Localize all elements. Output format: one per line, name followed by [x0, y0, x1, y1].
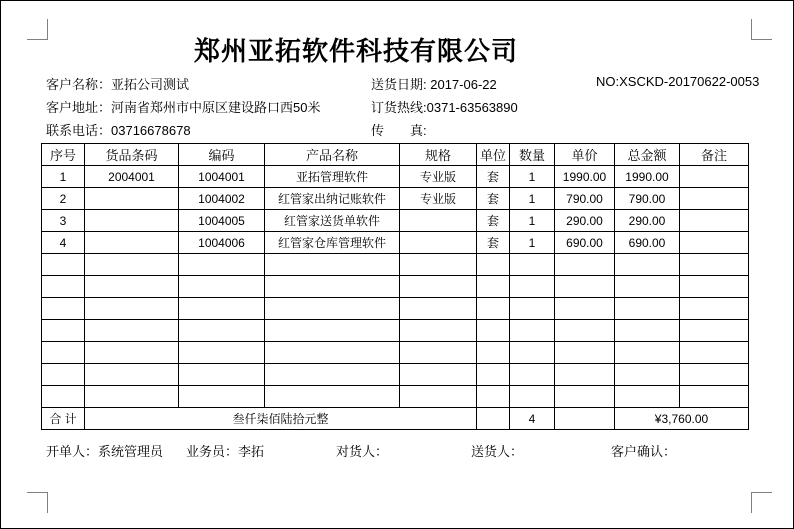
item-cell: 290.00	[555, 210, 615, 232]
item-cell: 1	[42, 166, 85, 188]
empty-row	[42, 386, 749, 408]
deliverer-field: 送货人：	[471, 444, 524, 459]
empty-cell	[179, 276, 265, 298]
empty-cell	[85, 386, 179, 408]
item-cell	[400, 232, 477, 254]
empty-cell	[400, 364, 477, 386]
empty-cell	[85, 276, 179, 298]
empty-cell	[400, 298, 477, 320]
empty-cell	[477, 298, 510, 320]
delivery-date-value: 2017-06-22	[430, 77, 497, 92]
item-cell: 红管家仓库管理软件	[265, 232, 400, 254]
empty-cell	[510, 342, 555, 364]
customer-address-field	[46, 97, 320, 116]
empty-cell	[680, 342, 749, 364]
column-header: 总金额	[615, 144, 680, 166]
item-row	[42, 232, 749, 254]
hotline-value: 0371-63563890	[426, 100, 518, 115]
empty-cell	[555, 320, 615, 342]
total-qty-cell: 4	[510, 408, 555, 430]
column-header: 货品条码	[85, 144, 179, 166]
item-row	[42, 166, 749, 188]
amount-in-words-cell: 叁仟柒佰陆拾元整	[85, 408, 477, 430]
item-cell	[85, 188, 179, 210]
salesman-value: 李拓	[238, 444, 265, 459]
item-cell: 1990.00	[555, 166, 615, 188]
hotline-label: 订货热线:	[371, 100, 427, 115]
empty-cell	[42, 342, 85, 364]
item-cell	[680, 232, 749, 254]
item-cell: 专业版	[400, 166, 477, 188]
column-header: 数量	[510, 144, 555, 166]
empty-cell	[265, 276, 400, 298]
empty-cell	[400, 342, 477, 364]
customer-confirm-field: 客户确认：	[611, 444, 677, 459]
customer-name-value: 亚拓公司测试	[111, 77, 190, 92]
empty-cell	[42, 254, 85, 276]
item-cell: 690.00	[555, 232, 615, 254]
empty-cell	[42, 276, 85, 298]
customer-name-field	[46, 74, 189, 93]
empty-cell	[265, 386, 400, 408]
empty-cell	[510, 320, 555, 342]
empty-cell	[555, 298, 615, 320]
empty-cell	[615, 254, 680, 276]
empty-cell	[42, 298, 85, 320]
item-cell: 1004006	[179, 232, 265, 254]
empty-cell	[265, 342, 400, 364]
item-cell: 2	[42, 188, 85, 210]
item-cell	[85, 210, 179, 232]
items-table	[41, 143, 749, 430]
fax-field	[371, 120, 427, 139]
empty-cell	[510, 364, 555, 386]
company-title: 郑州亚拓软件科技有限公司	[193, 36, 518, 66]
item-cell: 790.00	[555, 188, 615, 210]
item-cell: 1004001	[179, 166, 265, 188]
empty-cell	[477, 364, 510, 386]
item-cell: 红管家出纳记账软件	[265, 188, 400, 210]
issuer-label: 开单人：	[46, 444, 99, 459]
delivery-date-field	[371, 74, 497, 93]
empty-cell	[615, 320, 680, 342]
item-cell: 3	[42, 210, 85, 232]
item-row	[42, 188, 749, 210]
empty-cell	[400, 254, 477, 276]
total-unit-empty-cell	[477, 408, 510, 430]
empty-cell	[42, 386, 85, 408]
crop-mark-bottom-left	[27, 492, 48, 513]
column-header: 编码	[179, 144, 265, 166]
item-cell: 1004005	[179, 210, 265, 232]
item-cell: 套	[477, 232, 510, 254]
empty-cell	[680, 386, 749, 408]
empty-row	[42, 298, 749, 320]
item-cell: 690.00	[615, 232, 680, 254]
column-header: 产品名称	[265, 144, 400, 166]
empty-cell	[555, 254, 615, 276]
empty-cell	[680, 320, 749, 342]
total-row	[42, 408, 749, 430]
column-header: 规格	[400, 144, 477, 166]
empty-cell	[85, 342, 179, 364]
item-cell: 790.00	[615, 188, 680, 210]
empty-cell	[615, 276, 680, 298]
item-cell: 2004001	[85, 166, 179, 188]
empty-cell	[265, 254, 400, 276]
item-cell: 套	[477, 166, 510, 188]
empty-cell	[85, 320, 179, 342]
item-cell: 套	[477, 188, 510, 210]
item-cell: 1	[510, 188, 555, 210]
phone-field	[46, 120, 191, 139]
empty-cell	[510, 386, 555, 408]
item-cell: 专业版	[400, 188, 477, 210]
checker-field: 对货人：	[336, 444, 389, 459]
empty-cell	[179, 320, 265, 342]
column-header: 序号	[42, 144, 85, 166]
empty-cell	[85, 298, 179, 320]
empty-cell	[555, 364, 615, 386]
phone-value: 03716678678	[111, 123, 191, 138]
empty-cell	[680, 254, 749, 276]
total-label-cell: 合 计	[42, 408, 85, 430]
empty-cell	[555, 342, 615, 364]
empty-cell	[555, 276, 615, 298]
item-cell: 套	[477, 210, 510, 232]
empty-cell	[680, 276, 749, 298]
empty-cell	[179, 254, 265, 276]
total-unitprice-empty-cell	[555, 408, 615, 430]
item-cell: 红管家送货单软件	[265, 210, 400, 232]
empty-cell	[265, 364, 400, 386]
column-header: 备注	[680, 144, 749, 166]
empty-cell	[680, 298, 749, 320]
empty-row	[42, 276, 749, 298]
empty-cell	[85, 254, 179, 276]
table-header-row	[42, 144, 749, 166]
empty-cell	[510, 276, 555, 298]
empty-cell	[477, 320, 510, 342]
empty-cell	[265, 298, 400, 320]
empty-cell	[477, 386, 510, 408]
item-row	[42, 210, 749, 232]
order-number: NO:XSCKD-20170622-0053	[596, 74, 760, 89]
empty-cell	[510, 298, 555, 320]
salesman-label: 业务员：	[186, 444, 239, 459]
empty-row	[42, 254, 749, 276]
item-cell: 4	[42, 232, 85, 254]
issuer-field	[46, 441, 163, 460]
empty-cell	[85, 364, 179, 386]
empty-cell	[179, 298, 265, 320]
item-cell	[400, 210, 477, 232]
empty-cell	[179, 342, 265, 364]
empty-cell	[179, 386, 265, 408]
empty-cell	[42, 320, 85, 342]
empty-row	[42, 320, 749, 342]
empty-cell	[400, 386, 477, 408]
empty-cell	[615, 298, 680, 320]
customer-name-label: 客户名称：	[46, 77, 112, 92]
empty-cell	[477, 276, 510, 298]
empty-cell	[680, 364, 749, 386]
column-header: 单价	[555, 144, 615, 166]
customer-address-label: 客户地址：	[46, 100, 112, 115]
total-amount-cell: ¥3,760.00	[615, 408, 749, 430]
item-cell: 290.00	[615, 210, 680, 232]
empty-cell	[510, 254, 555, 276]
item-cell	[680, 188, 749, 210]
item-cell	[680, 166, 749, 188]
fax-label: 传 真:	[371, 123, 427, 138]
empty-cell	[265, 320, 400, 342]
item-cell: 1	[510, 232, 555, 254]
empty-row	[42, 342, 749, 364]
empty-cell	[400, 276, 477, 298]
issuer-value: 系统管理员	[98, 444, 164, 459]
salesman-field	[186, 441, 264, 460]
empty-cell	[477, 342, 510, 364]
item-cell: 1004002	[179, 188, 265, 210]
phone-label: 联系电话：	[46, 123, 112, 138]
item-cell	[85, 232, 179, 254]
item-cell: 1	[510, 210, 555, 232]
hotline-field	[371, 97, 518, 116]
customer-address-value: 河南省郑州市中原区建设路口西50米	[111, 100, 321, 115]
crop-mark-top-right	[751, 19, 772, 40]
empty-cell	[615, 364, 680, 386]
empty-cell	[615, 342, 680, 364]
item-cell: 1	[510, 166, 555, 188]
empty-cell	[615, 386, 680, 408]
column-header: 单位	[477, 144, 510, 166]
signature-line	[1, 441, 794, 459]
delivery-date-label: 送货日期:	[371, 77, 431, 92]
empty-cell	[555, 386, 615, 408]
item-cell: 亚拓管理软件	[265, 166, 400, 188]
empty-row	[42, 364, 749, 386]
empty-cell	[42, 364, 85, 386]
empty-cell	[477, 254, 510, 276]
item-cell	[680, 210, 749, 232]
item-cell: 1990.00	[615, 166, 680, 188]
crop-mark-bottom-right	[751, 492, 772, 513]
empty-cell	[400, 320, 477, 342]
empty-cell	[179, 364, 265, 386]
